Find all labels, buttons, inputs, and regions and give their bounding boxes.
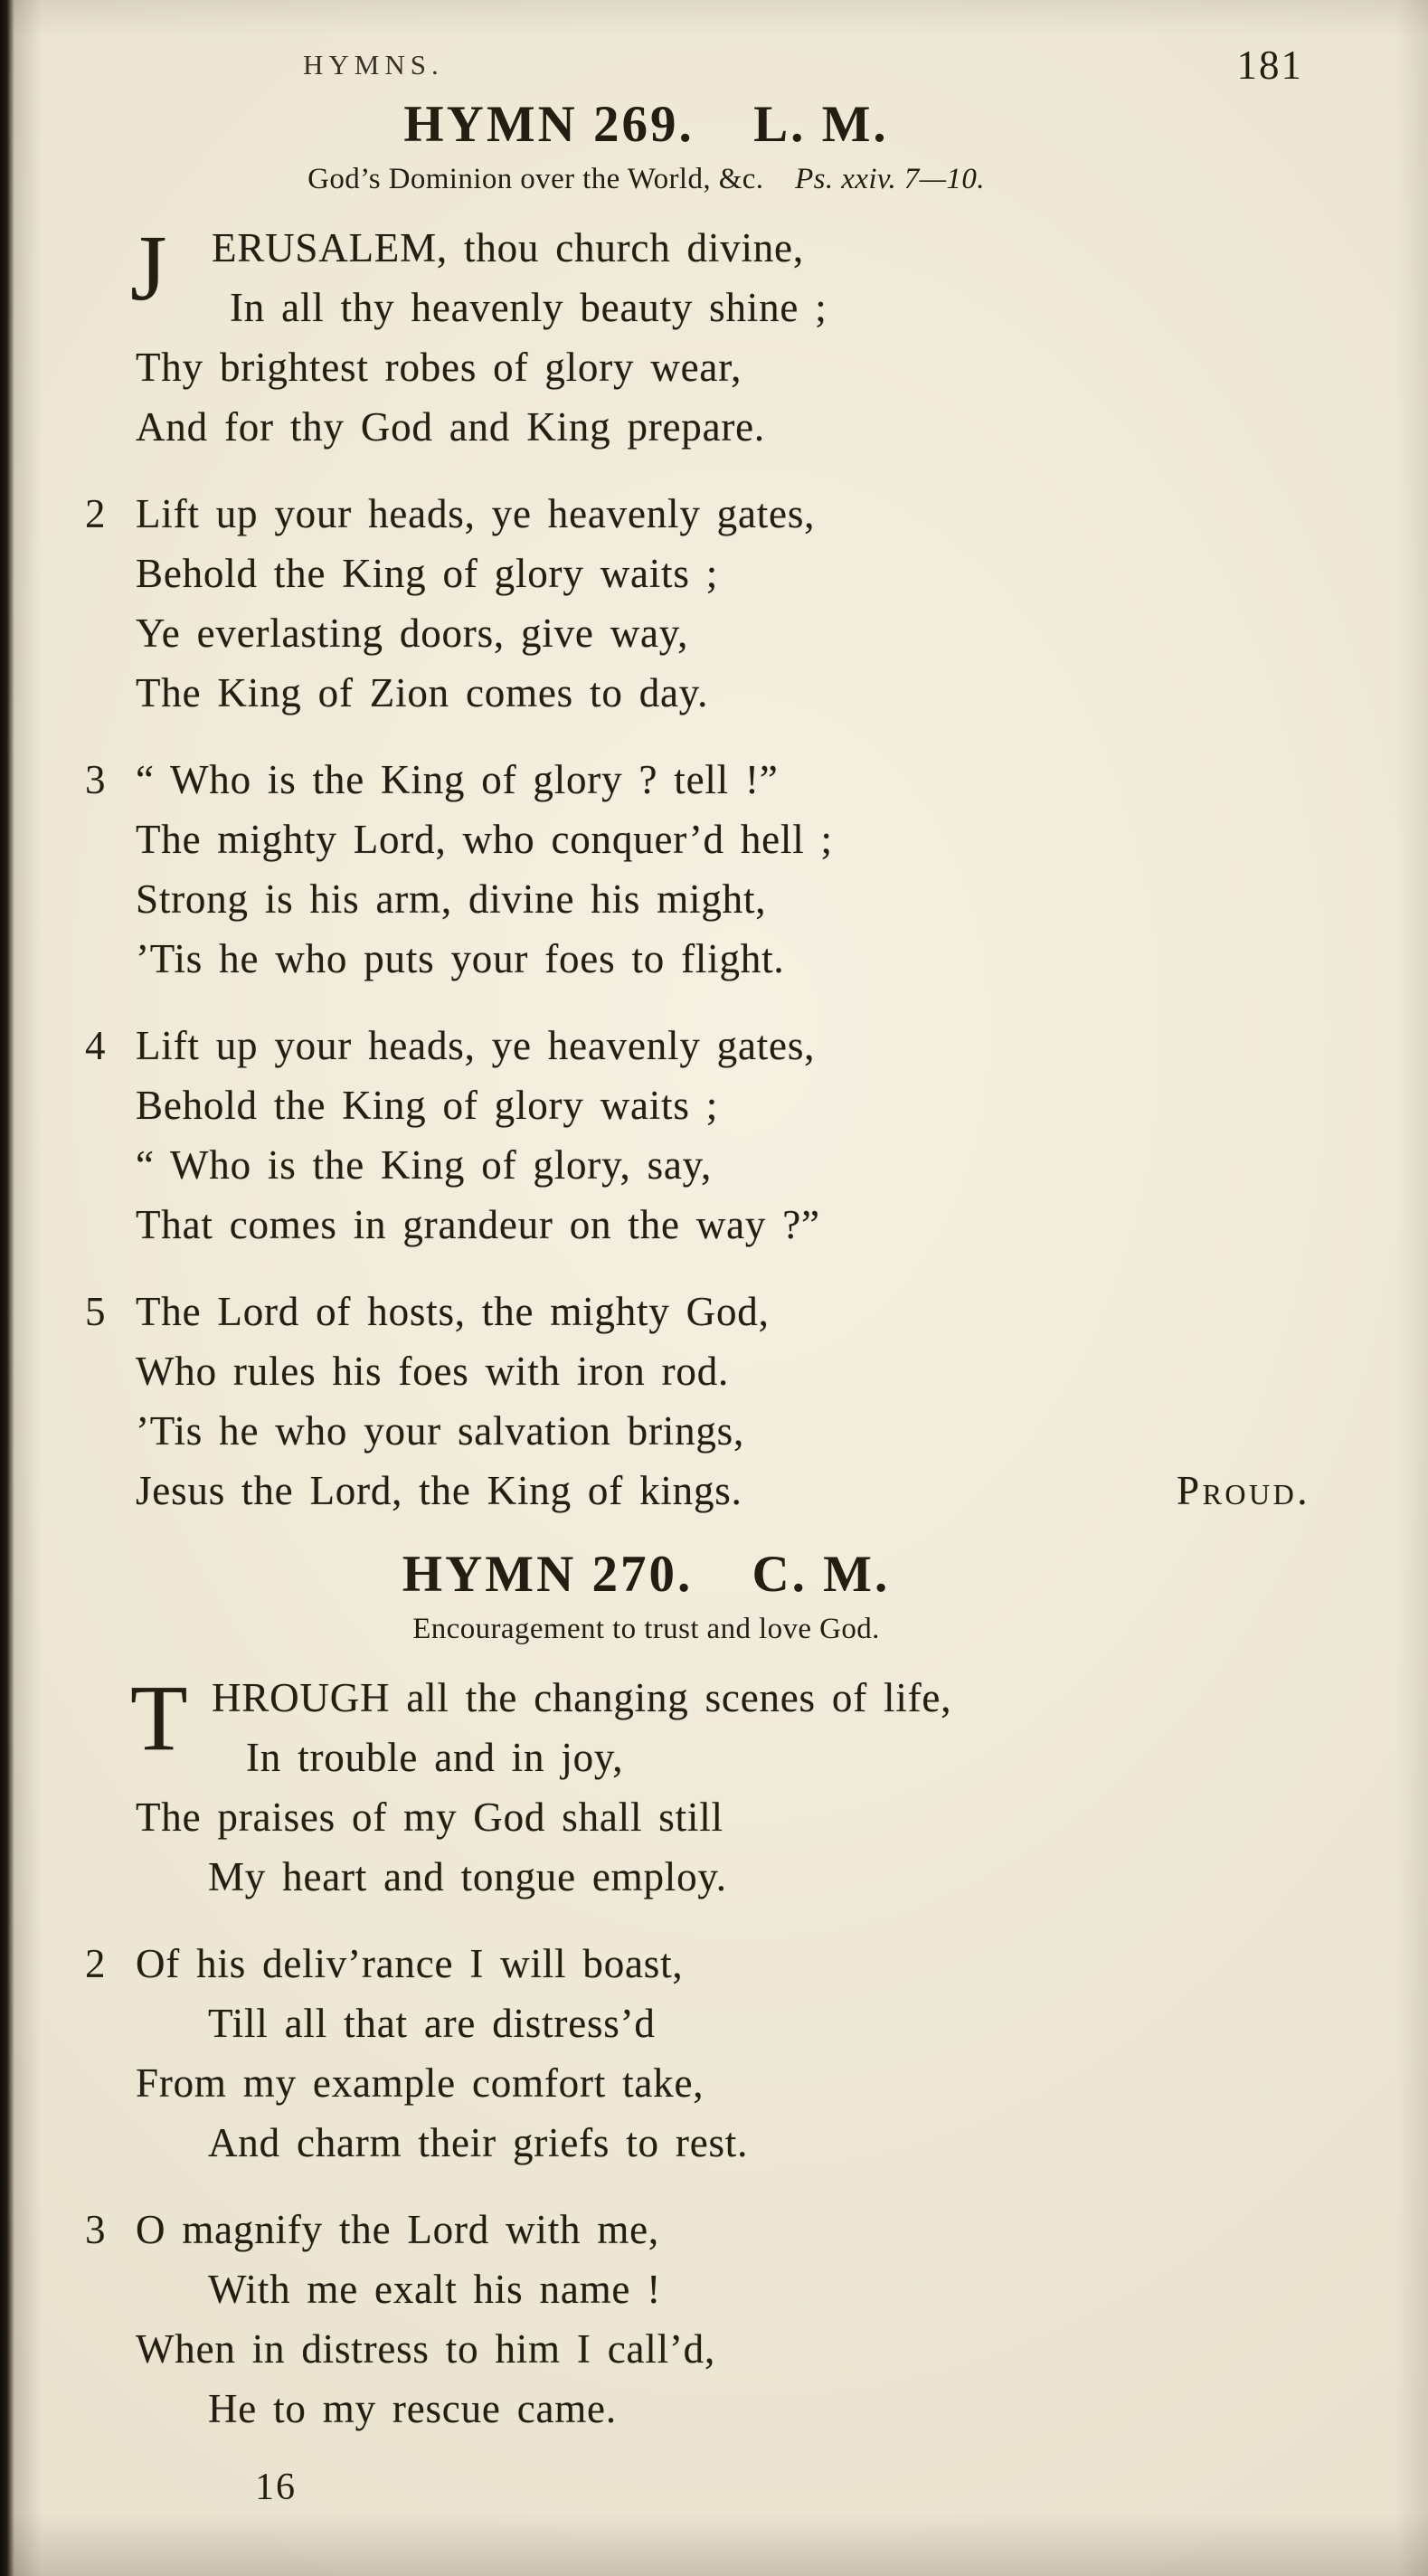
hymn-270-number: HYMN 270. — [402, 1545, 694, 1603]
verse-line: Till all that are distress’d — [208, 2000, 656, 2046]
verse-line — [136, 1461, 1310, 1520]
hymn-269-scripture-reference: Ps. xxiv. 7—10. — [795, 162, 985, 195]
hymn-section-270 — [85, 1545, 1310, 2439]
stanza-3 — [85, 750, 1310, 989]
hymn-269-number: HYMN 269. — [403, 96, 695, 153]
signature-mark: 16 — [255, 2466, 297, 2508]
verse-line: ’Tis he who puts your foes to flight. — [136, 935, 785, 981]
stanza-number: 3 — [85, 756, 106, 802]
verse-line: That comes in grandeur on the way ?” — [136, 1201, 820, 1247]
verse-line: When in distress to him I call’d, — [136, 2325, 716, 2372]
hymn-269-title — [59, 98, 1234, 152]
hymn-269-meter: L. M. — [753, 96, 889, 153]
stanza-number: 2 — [85, 490, 106, 536]
verse-line: “ Who is the King of glory, say, — [136, 1141, 713, 1188]
stanza-2 — [85, 1934, 1310, 2173]
verse-line: “ Who is the King of glory ? tell !” — [136, 756, 779, 802]
stanza-3 — [85, 2200, 1310, 2439]
verse-line: The Lord of hosts, the mighty God, — [136, 1288, 770, 1334]
verse-line: From my example comfort take, — [136, 2060, 705, 2106]
verse-line: The praises of my God shall still — [136, 1794, 723, 1840]
verse-line: Thy brightest robes of glory wear, — [136, 344, 742, 390]
verse-line: The King of Zion comes to day. — [136, 669, 709, 715]
verse-line: My heart and tongue employ. — [208, 1853, 727, 1899]
book-binding-edge-shadow — [0, 0, 14, 2576]
verse-line: He to my rescue came. — [208, 2385, 617, 2431]
verse-line: And charm their griefs to rest. — [208, 2119, 749, 2165]
drop-cap-initial: J — [130, 215, 167, 320]
hymn-270-subtitle — [59, 1613, 1234, 1646]
stanza-1 — [130, 215, 1310, 457]
verse-line: Lift up your heads, ye heavenly gates, — [136, 1022, 816, 1068]
verse-line: Ye everlasting doors, give way, — [136, 610, 689, 656]
hymn-269-subtitle-text: God’s Dominion over the World, &c. — [307, 162, 764, 195]
verse-line: Behold the King of glory waits ; — [136, 550, 719, 596]
verse-line-text: Jesus the Lord, the King of kings. — [136, 1467, 742, 1513]
page-number: 181 — [1236, 43, 1303, 88]
hymn-section-269 — [85, 43, 1310, 1520]
verse-line: O magnify the Lord with me, — [136, 2206, 659, 2252]
hymn-269-subtitle — [59, 163, 1234, 196]
stanza-number: 5 — [85, 1288, 106, 1334]
hymn-270-meter: C. M. — [752, 1545, 891, 1603]
hymn-270-subtitle-text: Encouragement to trust and love God. — [412, 1612, 880, 1645]
stanza-1 — [130, 1665, 1310, 1907]
verse-line: Who rules his foes with iron rod. — [136, 1348, 730, 1394]
stanza-2 — [85, 484, 1310, 723]
stanza-4 — [85, 1016, 1310, 1255]
stanza-5 — [85, 1282, 1310, 1520]
verse-line: And for thy God and King prepare. — [136, 403, 765, 450]
verse-line: In all thy heavenly beauty shine ; — [230, 284, 827, 330]
drop-cap-initial: T — [130, 1665, 188, 1770]
verse-line: HROUGH all the changing scenes of life, — [212, 1674, 952, 1720]
stanza-number: 4 — [85, 1022, 106, 1068]
hymn-270-title — [59, 1545, 1234, 1603]
verse-line: Of his deliv’rance I will boast, — [136, 1940, 684, 1986]
stanza-number: 2 — [85, 1940, 106, 1986]
hymn-269-stanzas — [85, 215, 1310, 1520]
verse-line: The mighty Lord, who conquer’d hell ; — [136, 816, 833, 862]
stanza-number: 3 — [85, 2206, 106, 2252]
verse-line: Strong is his arm, divine his might, — [136, 876, 767, 922]
verse-line: With me exalt his name ! — [208, 2266, 662, 2312]
verse-line: ERUSALEM, thou church divine, — [212, 224, 804, 270]
hymn-270-stanzas — [85, 1665, 1310, 2439]
running-header-text: HYMNS. — [303, 49, 444, 80]
verse-line: ’Tis he who your salvation brings, — [136, 1407, 745, 1454]
verse-line: Behold the King of glory waits ; — [136, 1082, 719, 1128]
verse-line: In trouble and in joy, — [246, 1734, 624, 1780]
verse-line: Lift up your heads, ye heavenly gates, — [136, 490, 816, 536]
author-attribution: Proud. — [1177, 1467, 1310, 1513]
